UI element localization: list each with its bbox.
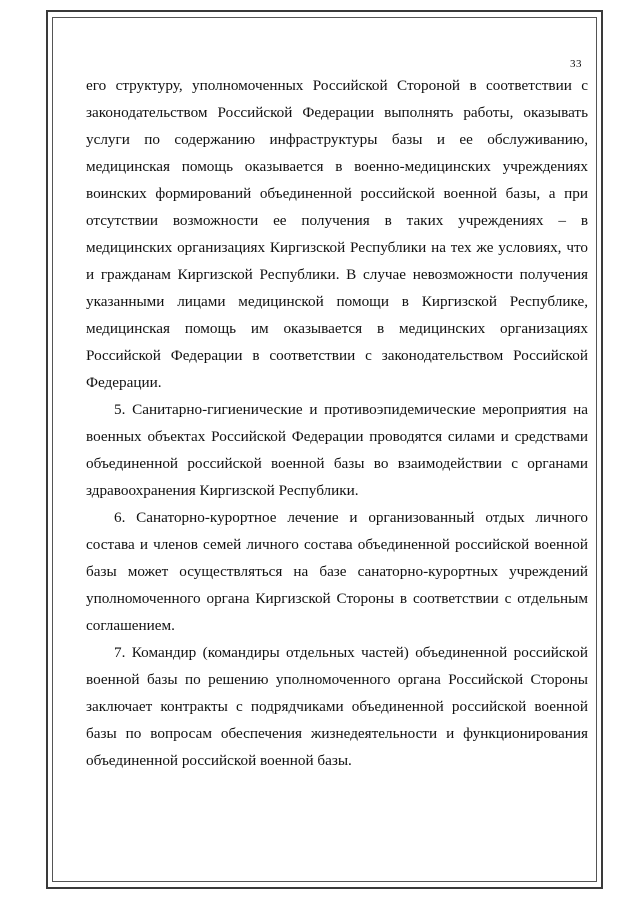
page-number: 33 bbox=[570, 58, 582, 70]
paragraph-item-5: 5. Санитарно-гигиенические и противоэпидемические мероприятия на военных объектах Российской Федерации проводятся силами и средствами объединенной российской военной базы во взаимодействии с органами здравоохранения Киргизской Республики. bbox=[86, 401, 588, 499]
document-body bbox=[86, 72, 588, 774]
paragraph-item-7: 7. Командир (командиры отдельных частей) объединенной российской военной базы по решению уполномоченного органа Российской Стороны заключает контракты с подрядчиками объединенной российской военной базы по вопросам обеспечения жизнедеятельности и функционирования объединенной российской военной базы. bbox=[86, 644, 588, 769]
paragraph-continuation: его структуру, уполномоченных Российской Стороной в соответствии с законодательством Российской Федерации выполнять работы, оказывать услуги по содержанию инфраструктуры базы и ее обслуживанию, медицинская помощь оказывается в военно-медицинских учреждениях воинских формирований объединенной российской военной базы, а при отсутствии возможности ее получения в таких учреждениях – в медицинских организациях Киргизской Республики на тех же условиях, что и гражданам Киргизской Республики. В случае невозможности получения указанными лицами медицинской помощи в Киргизской Республике, медицинская помощь им оказывается в медицинских организациях Российской Федерации в соответствии с законодательством Российской Федерации. bbox=[86, 77, 588, 391]
paragraph-item-6: 6. Санаторно-курортное лечение и организованный отдых личного состава и членов семей личного состава объединенной российской военной базы может осуществляться на базе санаторно-курортных учреждений уполномоченного органа Киргизской Стороны в соответствии с отдельным соглашением. bbox=[86, 509, 588, 634]
